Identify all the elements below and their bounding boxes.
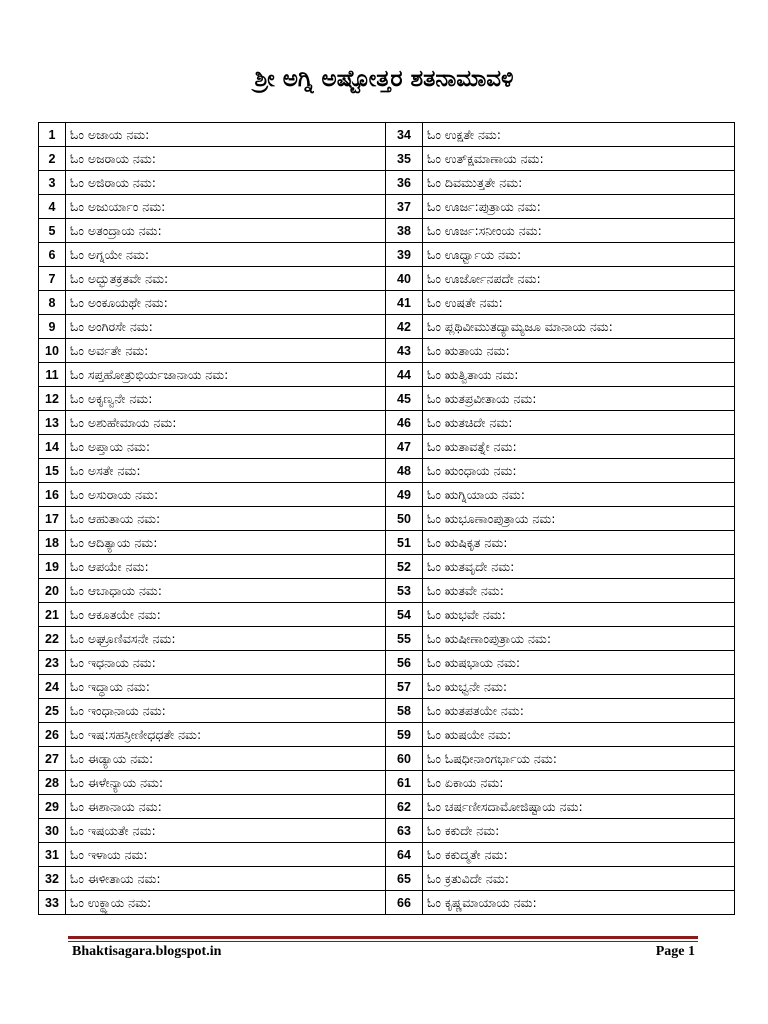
mantra-name-right: ಓಂ ಋತವೃದೇ ನಮ: [423,555,735,579]
mantra-number-left: 5 [39,219,66,243]
mantra-number-right: 48 [386,459,423,483]
mantra-number-right: 50 [386,507,423,531]
mantra-name-right: ಓಂ ಕ್ರತುವಿದೇ ನಮ: [423,867,735,891]
mantra-name-right: ಓಂ ಊರ್ಧ್ವಾಯ ನಮ: [423,243,735,267]
footer-divider [68,936,698,939]
table-row [39,435,735,459]
table-row [39,459,735,483]
mantra-number-left: 10 [39,339,66,363]
mantra-number-right: 43 [386,339,423,363]
mantra-number-left: 15 [39,459,66,483]
mantra-number-right: 52 [386,555,423,579]
mantra-number-right: 59 [386,723,423,747]
mantra-name-right: ಓಂ ಊರ್ಜೋನಪದೇ ನಮ: [423,267,735,291]
mantra-name-left: ಓಂ ಈಳೇನ್ಯಾಯ ನಮ: [66,771,386,795]
mantra-name-left: ಓಂ ಅಶುಹೇಮಾಯ ನಮ: [66,411,386,435]
mantra-number-right: 61 [386,771,423,795]
mantra-number-right: 53 [386,579,423,603]
mantra-name-left: ಓಂ ಇಷ:ಸಹಸ್ರೀಣೀಧಧತೇ ನಮ: [66,723,386,747]
mantra-name-left: ಓಂ ಉಕ್ಥ್ಯಾಯ ನಮ: [66,891,386,915]
mantra-number-left: 31 [39,843,66,867]
mantra-name-left: ಓಂ ಅಜರಾಯ ನಮ: [66,147,386,171]
mantra-name-right: ಓಂ ಋತಾಯ ನಮ: [423,339,735,363]
mantra-name-left: ಓಂ ಸಪ್ತಹೋತ್ರುಭಿರ್ಯಜಾನಾಯ ನಮ: [66,363,386,387]
mantra-number-left: 29 [39,795,66,819]
table-row [39,723,735,747]
mantra-name-right: ಓಂ ಋಷಭಾಯ ನಮ: [423,651,735,675]
mantra-number-left: 19 [39,555,66,579]
mantra-name-right: ಓಂ ಊರ್ಜ:ಸನೀಂಯ ನಮ: [423,219,735,243]
table-row [39,819,735,843]
mantra-number-right: 60 [386,747,423,771]
mantra-name-left: ಓಂ ಅಜಿರಾಯ ನಮ: [66,171,386,195]
mantra-number-left: 22 [39,627,66,651]
table-row [39,651,735,675]
mantra-name-right: ಓಂ ಋತವೇ ನಮ: [423,579,735,603]
mantra-name-left: ಓಂ ಆಕೂತಯೇ ನಮ: [66,603,386,627]
mantra-number-right: 44 [386,363,423,387]
mantra-name-left: ಓಂ ಅಕೃಣ್ವನೇ ನಮ: [66,387,386,411]
mantra-number-left: 26 [39,723,66,747]
mantra-number-right: 39 [386,243,423,267]
mantra-number-left: 17 [39,507,66,531]
table-row [39,315,735,339]
mantra-number-right: 66 [386,891,423,915]
mantra-name-right: ಓಂ ಋಭ್ವನೇ ನಮ: [423,675,735,699]
mantra-number-left: 4 [39,195,66,219]
mantra-name-right: ಓಂ ಋಭವೇ ನಮ: [423,603,735,627]
mantra-name-left: ಓಂ ಅಜಾಯ ನಮ: [66,123,386,147]
mantra-number-right: 41 [386,291,423,315]
mantra-name-left: ಓಂ ಈಳೀತಾಯ ನಮ: [66,867,386,891]
mantra-name-left: ಓಂ ಇಳಾಯ ನಮ: [66,843,386,867]
mantra-name-right: ಓಂ ಉತ್ಕ್ಷಮಾಣಾಯ ನಮ: [423,147,735,171]
mantra-name-right: ಓಂ ಋತಪ್ರವೀತಾಯ ನಮ: [423,387,735,411]
table-row [39,147,735,171]
mantra-number-left: 24 [39,675,66,699]
mantra-name-right: ಓಂ ಏಕಾಯ ನಮ: [423,771,735,795]
mantra-number-right: 42 [386,315,423,339]
mantra-name-right: ಓಂ ಋಂಧಾಯ ನಮ: [423,459,735,483]
mantra-name-right: ಓಂ ಪ್ಲಥಿವೀಮುತದ್ಯಾಮ್ಯಜೂ ಮಾನಾಯ ನಮ: [423,315,735,339]
mantra-name-left: ಓಂ ಅಸುರಾಯ ನಮ: [66,483,386,507]
mantra-name-left: ಓಂ ಈಶಾನಾಯ ನಮ: [66,795,386,819]
mantra-number-left: 9 [39,315,66,339]
table-row [39,603,735,627]
mantra-name-left: ಓಂ ಆಹುತಾಯ ನಮ: [66,507,386,531]
mantra-name-right: ಓಂ ಓಷಧೀನಾಂಗರ್ಭಾಯ ನಮ: [423,747,735,771]
mantra-name-right: ಓಂ ಉಕ್ಷತೇ ನಮ: [423,123,735,147]
table-row [39,243,735,267]
table-row [39,339,735,363]
mantra-name-right: ಓಂ ಚರ್ಷಣೀಸದಾಮೋಜಿಷ್ಟಾಯ ನಮ: [423,795,735,819]
table-row [39,219,735,243]
page-title: ಶ್ರೀ ಅಗ್ನಿ ಅಷ್ಟೋತ್ತರ ಶತನಾಮಾವಳಿ [254,66,514,92]
mantra-name-right: ಓಂ ಋಗ್ನಿಯಾಯ ನಮ: [423,483,735,507]
mantra-name-left: ಓಂ ಅಪ್ತಾಯ ನಮ: [66,435,386,459]
mantra-name-left: ಓಂ ಅಂಕೂಯಥೇ ನಮ: [66,291,386,315]
table-row [39,891,735,915]
mantra-name-left: ಓಂ ಆಪಯೇ ನಮ: [66,555,386,579]
mantra-number-left: 30 [39,819,66,843]
mantra-number-left: 11 [39,363,66,387]
mantra-name-left: ಓಂ ಅಜುರ್ಯಾಂ ನಮ: [66,195,386,219]
mantra-number-right: 56 [386,651,423,675]
mantra-number-right: 49 [386,483,423,507]
mantra-number-right: 55 [386,627,423,651]
table-row [39,771,735,795]
mantra-name-left: ಓಂ ಆಬಾಧಾಯ ನಮ: [66,579,386,603]
table-row [39,387,735,411]
mantra-number-left: 21 [39,603,66,627]
table-row [39,747,735,771]
mantra-name-right: ಓಂ ಉಷತೇ ನಮ: [423,291,735,315]
footer-divider-thin [68,941,698,942]
mantra-number-left: 8 [39,291,66,315]
mantra-number-right: 65 [386,867,423,891]
mantra-name-right: ಓಂ ಕಕುದೇ ನಮ: [423,819,735,843]
mantra-number-right: 63 [386,819,423,843]
table-row [39,363,735,387]
mantra-number-right: 58 [386,699,423,723]
mantra-number-left: 7 [39,267,66,291]
mantra-number-left: 25 [39,699,66,723]
mantra-number-left: 27 [39,747,66,771]
table-row [39,291,735,315]
mantra-number-right: 57 [386,675,423,699]
table-row [39,171,735,195]
mantra-name-left: ಓಂ ಇಧನಾಯ ನಮ: [66,651,386,675]
mantra-name-left: ಓಂ ಅಗ್ನಯೇ ನಮ: [66,243,386,267]
table-row [39,555,735,579]
mantra-number-left: 2 [39,147,66,171]
mantra-number-left: 3 [39,171,66,195]
table-row [39,579,735,603]
mantra-name-right: ಓಂ ಋತಪತಯೇ ನಮ: [423,699,735,723]
mantra-name-left: ಓಂ ಈಡ್ಯಾಯ ನಮ: [66,747,386,771]
table-row [39,675,735,699]
mantra-name-right: ಓಂ ಋಷಿಕೃತ ನಮ: [423,531,735,555]
table-row [39,483,735,507]
mantra-number-right: 51 [386,531,423,555]
table-row [39,531,735,555]
mantra-number-left: 13 [39,411,66,435]
mantra-number-right: 37 [386,195,423,219]
table-row [39,699,735,723]
mantra-table [38,122,735,915]
mantra-number-left: 6 [39,243,66,267]
table-row [39,843,735,867]
mantra-name-right: ಓಂ ಕೃಷ್ಣಮಾಯಾಯ ನಮ: [423,891,735,915]
footer-site: Bhaktisagara.blogspot.in [72,944,222,959]
mantra-name-right: ಓಂ ಋತಚಿದೇ ನಮ: [423,411,735,435]
mantra-number-right: 62 [386,795,423,819]
mantra-name-left: ಓಂ ಅರ್ವತೇ ನಮ: [66,339,386,363]
mantra-number-left: 28 [39,771,66,795]
table-row [39,507,735,531]
mantra-number-right: 36 [386,171,423,195]
table-row [39,411,735,435]
table-row [39,267,735,291]
mantra-number-left: 18 [39,531,66,555]
mantra-name-left: ಓಂ ಇದ್ಧಾಯ ನಮ: [66,675,386,699]
mantra-number-left: 16 [39,483,66,507]
mantra-name-left: ಓಂ ಇಷಯತೇ ನಮ: [66,819,386,843]
table-row [39,123,735,147]
mantra-name-right: ಓಂ ಕಕುದ್ಮತೇ ನಮ: [423,843,735,867]
mantra-number-right: 38 [386,219,423,243]
mantra-number-right: 64 [386,843,423,867]
mantra-number-left: 32 [39,867,66,891]
mantra-number-right: 45 [386,387,423,411]
mantra-name-right: ಓಂ ಋಷೀಣಾಂಪುತ್ರಾಯ ನಮ: [423,627,735,651]
mantra-number-left: 1 [39,123,66,147]
mantra-name-right: ಓಂ ಋಷಯೇ ನಮ: [423,723,735,747]
mantra-name-left: ಓಂ ಇಂಧಾನಾಯ ನಮ: [66,699,386,723]
mantra-number-right: 54 [386,603,423,627]
mantra-name-right: ಓಂ ಋತ್ವಿತಾಯ ನಮ: [423,363,735,387]
mantra-name-left: ಓಂ ಅಘ್ರೂಣಿವಸನೇ ನಮ: [66,627,386,651]
table-row [39,867,735,891]
mantra-number-left: 23 [39,651,66,675]
mantra-name-left: ಓಂ ಅದ್ಭುತಕ್ರತವೇ ನಮ: [66,267,386,291]
mantra-number-right: 46 [386,411,423,435]
mantra-name-right: ಓಂ ಊರ್ಜ:ಪುತ್ರಾಯ ನಮ: [423,195,735,219]
mantra-number-left: 33 [39,891,66,915]
mantra-name-left: ಓಂ ಅತಂದ್ರಾಯ ನಮ: [66,219,386,243]
mantra-name-right: ಓಂ ಋತಾವತ್ನೇ ನಮ: [423,435,735,459]
mantra-number-right: 34 [386,123,423,147]
table-row [39,627,735,651]
mantra-number-left: 12 [39,387,66,411]
mantra-number-right: 47 [386,435,423,459]
mantra-name-left: ಓಂ ಆದಿತ್ಯಾಯ ನಮ: [66,531,386,555]
page-number: Page 1 [655,944,695,959]
mantra-number-right: 40 [386,267,423,291]
mantra-name-left: ಓಂ ಅಂಗಿರಸೇ ನಮ: [66,315,386,339]
table-row [39,795,735,819]
mantra-number-left: 14 [39,435,66,459]
mantra-name-right: ಓಂ ಋಭೂಣಾಂಪುತ್ರಾಯ ನಮ: [423,507,735,531]
mantra-number-right: 35 [386,147,423,171]
mantra-name-left: ಓಂ ಅಸತೇ ನಮ: [66,459,386,483]
table-row [39,195,735,219]
mantra-name-right: ಓಂ ದಿವಮುತ್ತತೇ ನಮ: [423,171,735,195]
mantra-number-left: 20 [39,579,66,603]
